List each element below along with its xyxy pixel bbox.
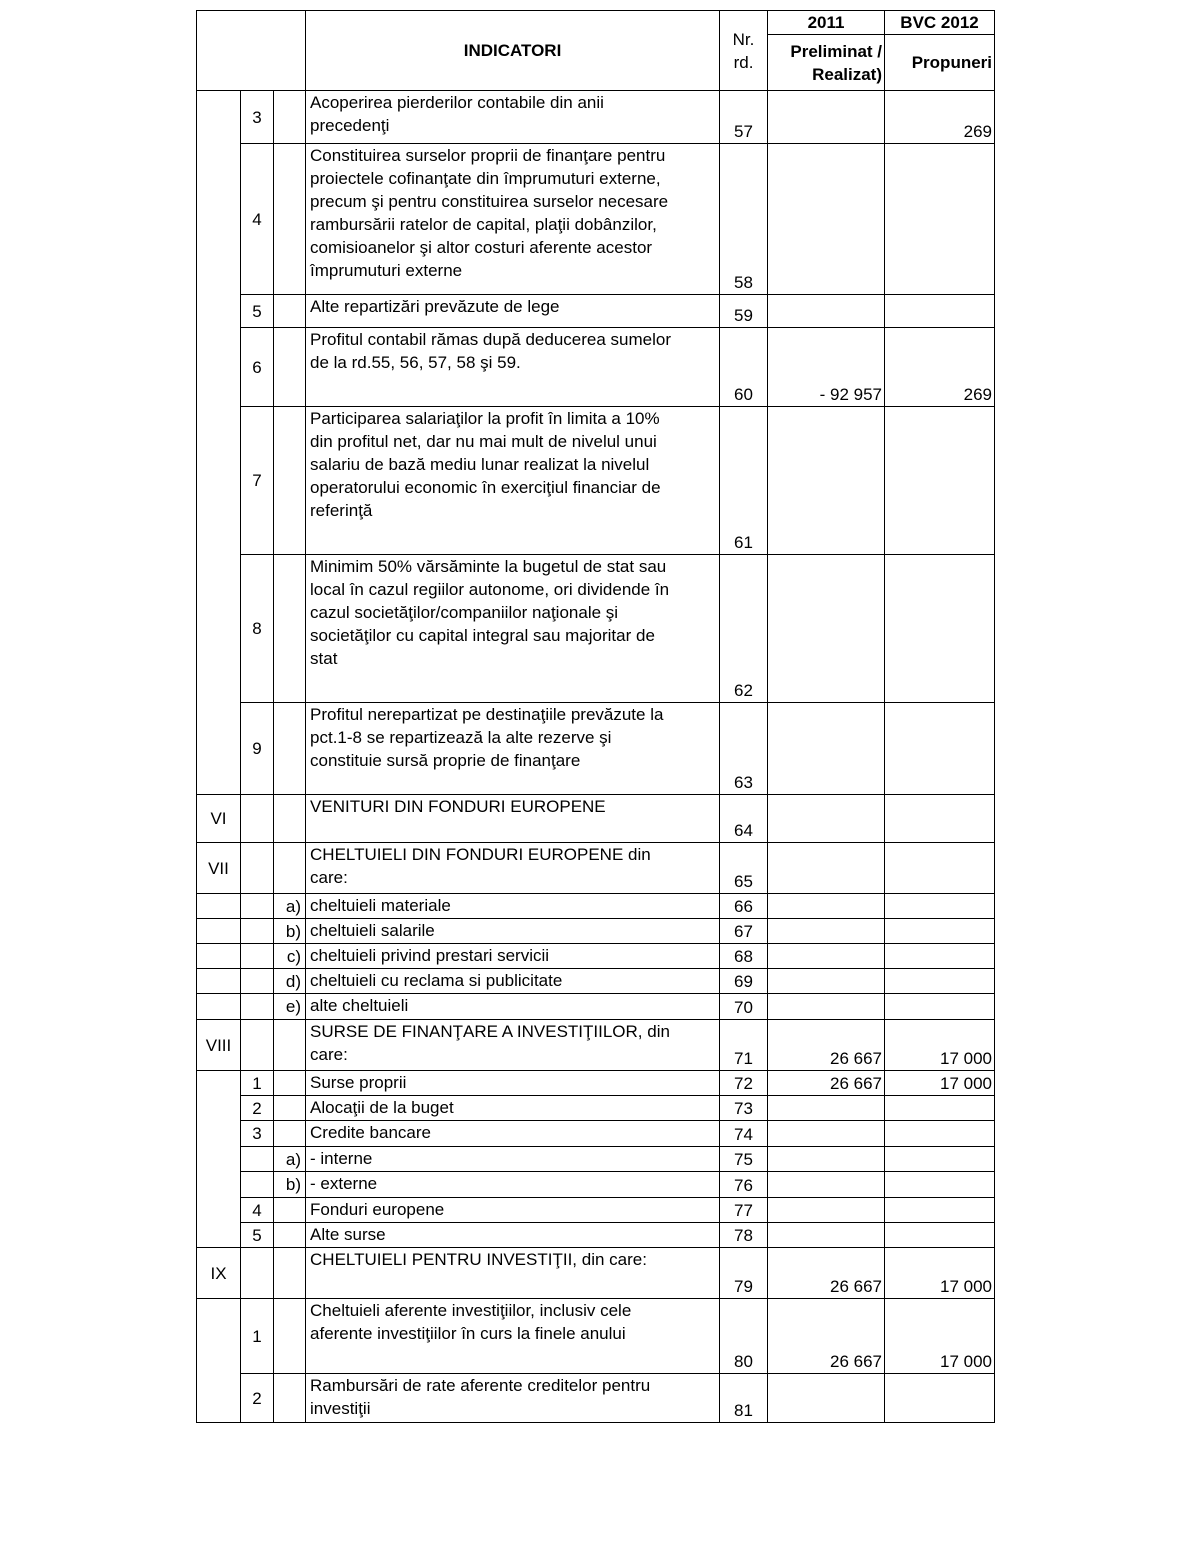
sub-letter-cell: b) bbox=[274, 919, 306, 944]
indicator-text-line: SURSE DE FINANŢARE A INVESTIŢIILOR, din bbox=[310, 1022, 670, 1041]
item-number-cell bbox=[241, 969, 274, 994]
table-row bbox=[197, 1071, 995, 1096]
row-number-cell: 81 bbox=[720, 1374, 768, 1423]
item-number-cell: 3 bbox=[241, 91, 274, 144]
indicator-text-line: precum şi pentru constituirea surselor necesare bbox=[310, 192, 669, 211]
sub-letter-cell bbox=[274, 703, 306, 795]
row-number-cell: 75 bbox=[720, 1147, 768, 1172]
indicator-text-cell bbox=[306, 703, 720, 795]
indicator-text-line: de la rd.55, 56, 57, 58 şi 59. bbox=[310, 353, 521, 372]
value-2011-cell bbox=[768, 1147, 885, 1172]
indicator-text-line: precedenţi bbox=[310, 116, 390, 135]
value-2012-cell bbox=[885, 843, 995, 894]
indicator-text-cell bbox=[306, 1147, 720, 1172]
row-number-cell: 80 bbox=[720, 1299, 768, 1374]
sub-letter-cell bbox=[274, 555, 306, 703]
indicator-text-line: - externe bbox=[310, 1174, 378, 1193]
item-number-cell bbox=[241, 1020, 274, 1071]
value-2011-cell: 26 667 bbox=[768, 1020, 885, 1071]
indicator-text-cell bbox=[306, 994, 720, 1020]
indicator-text-cell bbox=[306, 1096, 720, 1121]
sub-letter-cell bbox=[274, 328, 306, 407]
table-row bbox=[197, 703, 995, 795]
header-row-1 bbox=[197, 11, 995, 35]
table-row bbox=[197, 91, 995, 144]
value-2011-cell bbox=[768, 555, 885, 703]
sub-letter-cell bbox=[274, 1096, 306, 1121]
sub-letter-cell: b) bbox=[274, 1172, 306, 1198]
value-2011-cell: - 92 957 bbox=[768, 328, 885, 407]
row-number-cell: 59 bbox=[720, 295, 768, 328]
value-2012-cell bbox=[885, 407, 995, 555]
sub-letter-cell bbox=[274, 91, 306, 144]
indicator-text-line: Acoperirea pierderilor contabile din anii bbox=[310, 93, 604, 112]
item-number-cell: 3 bbox=[241, 1121, 274, 1147]
value-2011-cell bbox=[768, 919, 885, 944]
item-number-cell bbox=[241, 843, 274, 894]
row-number-cell: 67 bbox=[720, 919, 768, 944]
indicator-text-line: CHELTUIELI DIN FONDURI EUROPENE din bbox=[310, 845, 651, 864]
value-2011-cell bbox=[768, 1096, 885, 1121]
indicator-text-line: cheltuieli cu reclama si publicitate bbox=[310, 971, 563, 990]
table-body bbox=[197, 11, 995, 1423]
sub-letter-cell bbox=[274, 843, 306, 894]
value-2012-cell bbox=[885, 994, 995, 1020]
indicator-text-cell bbox=[306, 944, 720, 969]
value-2011-cell bbox=[768, 1374, 885, 1423]
value-2012-cell bbox=[885, 919, 995, 944]
table-row bbox=[197, 1299, 995, 1374]
indicator-text-line: local în cazul regiilor autonome, ori dividende în bbox=[310, 580, 670, 599]
value-2011-cell bbox=[768, 295, 885, 328]
table-row bbox=[197, 328, 995, 407]
roman-cell-merged bbox=[197, 1071, 241, 1248]
row-number-cell: 68 bbox=[720, 944, 768, 969]
value-2011-cell bbox=[768, 1121, 885, 1147]
indicator-text-line: cheltuieli materiale bbox=[310, 896, 451, 915]
indicator-text-line: alte cheltuieli bbox=[310, 996, 409, 1015]
value-2012-cell: 17 000 bbox=[885, 1248, 995, 1299]
sub-letter-cell bbox=[274, 1223, 306, 1248]
value-2012-cell: 17 000 bbox=[885, 1020, 995, 1071]
indicator-text-cell bbox=[306, 919, 720, 944]
indicator-text-cell bbox=[306, 295, 720, 328]
item-number-cell bbox=[241, 944, 274, 969]
indicator-text-line: Rambursări de rate aferente creditelor pentru bbox=[310, 1376, 651, 1395]
sub-letter-cell bbox=[274, 1121, 306, 1147]
row-number-cell: 70 bbox=[720, 994, 768, 1020]
indicator-text-line: Surse proprii bbox=[310, 1073, 407, 1092]
indicator-text-line: Fonduri europene bbox=[310, 1200, 445, 1219]
indicator-text-line: operatorului economic în exerciţiul financiar de bbox=[310, 478, 661, 497]
indicator-text-line: proiectele cofinanţate din împrumuturi externe, bbox=[310, 169, 661, 188]
header-bvc-2012: BVC 2012 bbox=[885, 11, 995, 35]
indicator-text-line: care: bbox=[310, 1045, 348, 1064]
value-2012-cell bbox=[885, 969, 995, 994]
roman-cell-merged bbox=[197, 91, 241, 795]
table-row bbox=[197, 1248, 995, 1299]
sub-letter-cell: a) bbox=[274, 1147, 306, 1172]
sub-letter-cell bbox=[274, 1248, 306, 1299]
indicator-text-line: care: bbox=[310, 868, 348, 887]
item-number-cell: 5 bbox=[241, 1223, 274, 1248]
row-number-cell: 77 bbox=[720, 1198, 768, 1223]
indicator-text-line: Constituirea surselor proprii de finanţare pentru bbox=[310, 146, 666, 165]
value-2011-cell bbox=[768, 144, 885, 295]
table-row bbox=[197, 944, 995, 969]
indicator-text-cell bbox=[306, 1198, 720, 1223]
row-number-cell: 62 bbox=[720, 555, 768, 703]
item-number-cell bbox=[241, 894, 274, 919]
item-number-cell: 4 bbox=[241, 1198, 274, 1223]
indicator-text-line: aferente investiţiilor în curs la finele anului bbox=[310, 1324, 626, 1343]
item-number-cell bbox=[241, 795, 274, 843]
item-number-cell: 6 bbox=[241, 328, 274, 407]
value-2012-cell bbox=[885, 1172, 995, 1198]
sub-letter-cell bbox=[274, 1071, 306, 1096]
value-2012-cell bbox=[885, 555, 995, 703]
table-row bbox=[197, 795, 995, 843]
roman-cell bbox=[197, 894, 241, 919]
sub-letter-cell: a) bbox=[274, 894, 306, 919]
roman-cell: VI bbox=[197, 795, 241, 843]
table-row bbox=[197, 969, 995, 994]
indicator-text-line: stat bbox=[310, 649, 338, 668]
table-row bbox=[197, 1223, 995, 1248]
item-number-cell: 1 bbox=[241, 1071, 274, 1096]
sub-letter-cell bbox=[274, 295, 306, 328]
sub-letter-cell: e) bbox=[274, 994, 306, 1020]
row-number-cell: 71 bbox=[720, 1020, 768, 1071]
value-2011-cell bbox=[768, 994, 885, 1020]
roman-cell bbox=[197, 969, 241, 994]
table-row bbox=[197, 1096, 995, 1121]
value-2012-cell: 17 000 bbox=[885, 1071, 995, 1096]
value-2011-cell bbox=[768, 1172, 885, 1198]
indicator-text-cell bbox=[306, 407, 720, 555]
value-2011-cell: 26 667 bbox=[768, 1299, 885, 1374]
sub-letter-cell bbox=[274, 1020, 306, 1071]
value-2012-cell bbox=[885, 144, 995, 295]
item-number-cell bbox=[241, 994, 274, 1020]
indicator-text-line: Cheltuieli aferente investiţiilor, inclusiv cele bbox=[310, 1301, 632, 1320]
indicator-text-line: CHELTUIELI PENTRU INVESTIŢII, din care: bbox=[310, 1250, 647, 1269]
value-2012-cell bbox=[885, 1121, 995, 1147]
indicator-text-cell bbox=[306, 843, 720, 894]
table-row bbox=[197, 295, 995, 328]
roman-cell: VIII bbox=[197, 1020, 241, 1071]
indicator-text-line: cheltuieli salarile bbox=[310, 921, 435, 940]
table-row bbox=[197, 1198, 995, 1223]
value-2012-cell bbox=[885, 295, 995, 328]
sub-letter-cell bbox=[274, 1198, 306, 1223]
indicator-text-cell bbox=[306, 91, 720, 144]
value-2012-cell bbox=[885, 703, 995, 795]
indicator-text-line: din profitul net, dar nu mai mult de nivelul unui bbox=[310, 432, 657, 451]
indicator-text-cell bbox=[306, 1020, 720, 1071]
header-blank-cell bbox=[197, 11, 306, 91]
indicator-text-cell bbox=[306, 894, 720, 919]
indicator-text-line: comisioanelor şi altor costuri aferente acestor bbox=[310, 238, 653, 257]
value-2012-cell: 17 000 bbox=[885, 1299, 995, 1374]
value-2011-cell bbox=[768, 703, 885, 795]
row-number-cell: 76 bbox=[720, 1172, 768, 1198]
item-number-cell: 5 bbox=[241, 295, 274, 328]
item-number-cell: 1 bbox=[241, 1299, 274, 1374]
indicator-text-line: cazul societăţilor/companiilor naţionale şi bbox=[310, 603, 619, 622]
table-row bbox=[197, 1172, 995, 1198]
header-nr-label: Nr. bbox=[732, 29, 755, 49]
roman-cell-merged bbox=[197, 1299, 241, 1423]
item-number-cell: 9 bbox=[241, 703, 274, 795]
table-row bbox=[197, 1374, 995, 1423]
value-2011-cell bbox=[768, 407, 885, 555]
value-2012-cell: 269 bbox=[885, 328, 995, 407]
header-propuneri: Propuneri bbox=[885, 35, 995, 91]
value-2011-cell: 26 667 bbox=[768, 1071, 885, 1096]
value-2012-cell bbox=[885, 894, 995, 919]
indicator-text-cell bbox=[306, 1248, 720, 1299]
row-number-cell: 74 bbox=[720, 1121, 768, 1147]
indicator-text-line: Minimim 50% vărsăminte la bugetul de stat sau bbox=[310, 557, 667, 576]
table-row bbox=[197, 407, 995, 555]
row-number-cell: 69 bbox=[720, 969, 768, 994]
indicator-text-cell bbox=[306, 328, 720, 407]
indicator-text-line: referinţă bbox=[310, 501, 373, 520]
indicators-table bbox=[196, 10, 995, 1423]
indicator-text-cell bbox=[306, 1299, 720, 1374]
sub-letter-cell bbox=[274, 795, 306, 843]
indicator-text-line: Alte surse bbox=[310, 1225, 386, 1244]
value-2011-cell bbox=[768, 944, 885, 969]
value-2011-cell bbox=[768, 795, 885, 843]
indicator-text-line: pct.1-8 se repartizează la alte rezerve şi bbox=[310, 728, 612, 747]
sub-letter-cell bbox=[274, 144, 306, 295]
indicator-text-cell bbox=[306, 1374, 720, 1423]
item-number-cell: 2 bbox=[241, 1374, 274, 1423]
indicator-text-line: Alocaţii de la buget bbox=[310, 1098, 454, 1117]
indicator-text-line: - interne bbox=[310, 1149, 373, 1168]
value-2012-cell bbox=[885, 1374, 995, 1423]
table-row bbox=[197, 144, 995, 295]
header-rd-label: rd. bbox=[733, 52, 754, 72]
header-preliminat-line1: Preliminat / bbox=[790, 41, 883, 61]
table-row bbox=[197, 555, 995, 703]
sub-letter-cell bbox=[274, 1299, 306, 1374]
row-number-cell: 79 bbox=[720, 1248, 768, 1299]
roman-cell bbox=[197, 994, 241, 1020]
row-number-cell: 58 bbox=[720, 144, 768, 295]
indicator-text-line: VENITURI DIN FONDURI EUROPENE bbox=[310, 797, 606, 816]
indicator-text-line: Alte repartizări prevăzute de lege bbox=[310, 297, 560, 316]
table-row bbox=[197, 1121, 995, 1147]
table-row bbox=[197, 919, 995, 944]
indicator-text-line: cheltuieli privind prestari servicii bbox=[310, 946, 550, 965]
indicator-text-cell bbox=[306, 144, 720, 295]
table-row bbox=[197, 843, 995, 894]
roman-cell: VII bbox=[197, 843, 241, 894]
value-2011-cell: 26 667 bbox=[768, 1248, 885, 1299]
value-2012-cell bbox=[885, 1198, 995, 1223]
value-2011-cell bbox=[768, 894, 885, 919]
item-number-cell bbox=[241, 1147, 274, 1172]
value-2012-cell bbox=[885, 944, 995, 969]
row-number-cell: 60 bbox=[720, 328, 768, 407]
item-number-cell: 2 bbox=[241, 1096, 274, 1121]
sub-letter-cell bbox=[274, 407, 306, 555]
row-number-cell: 66 bbox=[720, 894, 768, 919]
table-row bbox=[197, 894, 995, 919]
value-2012-cell bbox=[885, 795, 995, 843]
row-number-cell: 78 bbox=[720, 1223, 768, 1248]
header-preliminat-line2: Realizat) bbox=[812, 64, 883, 84]
roman-cell bbox=[197, 919, 241, 944]
row-number-cell: 61 bbox=[720, 407, 768, 555]
header-indicatori: INDICATORI bbox=[306, 11, 720, 91]
item-number-cell: 7 bbox=[241, 407, 274, 555]
row-number-cell: 57 bbox=[720, 91, 768, 144]
sub-letter-cell: c) bbox=[274, 944, 306, 969]
value-2011-cell bbox=[768, 843, 885, 894]
row-number-cell: 63 bbox=[720, 703, 768, 795]
item-number-cell bbox=[241, 1248, 274, 1299]
indicator-text-line: salariu de bază mediu lunar realizat la nivelul bbox=[310, 455, 650, 474]
indicator-text-cell bbox=[306, 1071, 720, 1096]
item-number-cell bbox=[241, 919, 274, 944]
indicator-text-line: Participarea salariaţilor la profit în limita a 10% bbox=[310, 409, 660, 428]
row-number-cell: 64 bbox=[720, 795, 768, 843]
indicator-text-line: constituie sursă proprie de finanţare bbox=[310, 751, 581, 770]
indicator-text-line: Profitul nerepartizat pe destinaţiile prevăzute la bbox=[310, 705, 664, 724]
value-2012-cell bbox=[885, 1096, 995, 1121]
value-2011-cell bbox=[768, 1223, 885, 1248]
indicator-text-line: Credite bancare bbox=[310, 1123, 431, 1142]
indicator-text-cell bbox=[306, 969, 720, 994]
indicator-text-line: împrumuturi externe bbox=[310, 261, 463, 280]
item-number-cell: 8 bbox=[241, 555, 274, 703]
indicator-text-cell bbox=[306, 1121, 720, 1147]
indicator-text-cell bbox=[306, 1172, 720, 1198]
value-2012-cell: 269 bbox=[885, 91, 995, 144]
indicator-text-line: rambursării ratelor de capital, plaţii dobânzilor, bbox=[310, 215, 657, 234]
row-number-cell: 72 bbox=[720, 1071, 768, 1096]
header-year-2011: 2011 bbox=[768, 11, 885, 35]
item-number-cell: 4 bbox=[241, 144, 274, 295]
value-2011-cell bbox=[768, 91, 885, 144]
value-2012-cell bbox=[885, 1223, 995, 1248]
row-number-cell: 65 bbox=[720, 843, 768, 894]
item-number-cell bbox=[241, 1172, 274, 1198]
roman-cell: IX bbox=[197, 1248, 241, 1299]
value-2012-cell bbox=[885, 1147, 995, 1172]
header-preliminat bbox=[768, 35, 885, 91]
roman-cell bbox=[197, 944, 241, 969]
value-2011-cell bbox=[768, 1198, 885, 1223]
sub-letter-cell bbox=[274, 1374, 306, 1423]
indicator-text-line: Profitul contabil rămas după deducerea sumelor bbox=[310, 330, 671, 349]
indicator-text-cell bbox=[306, 555, 720, 703]
table-row bbox=[197, 1147, 995, 1172]
indicator-text-cell bbox=[306, 1223, 720, 1248]
indicator-text-line: societăţilor cu capital integral sau majoritar de bbox=[310, 626, 655, 645]
table-row bbox=[197, 1020, 995, 1071]
indicator-text-cell bbox=[306, 795, 720, 843]
sub-letter-cell: d) bbox=[274, 969, 306, 994]
indicator-text-line: investiţii bbox=[310, 1399, 371, 1418]
row-number-cell: 73 bbox=[720, 1096, 768, 1121]
header-nr-rd bbox=[720, 11, 768, 91]
table-row bbox=[197, 994, 995, 1020]
value-2011-cell bbox=[768, 969, 885, 994]
